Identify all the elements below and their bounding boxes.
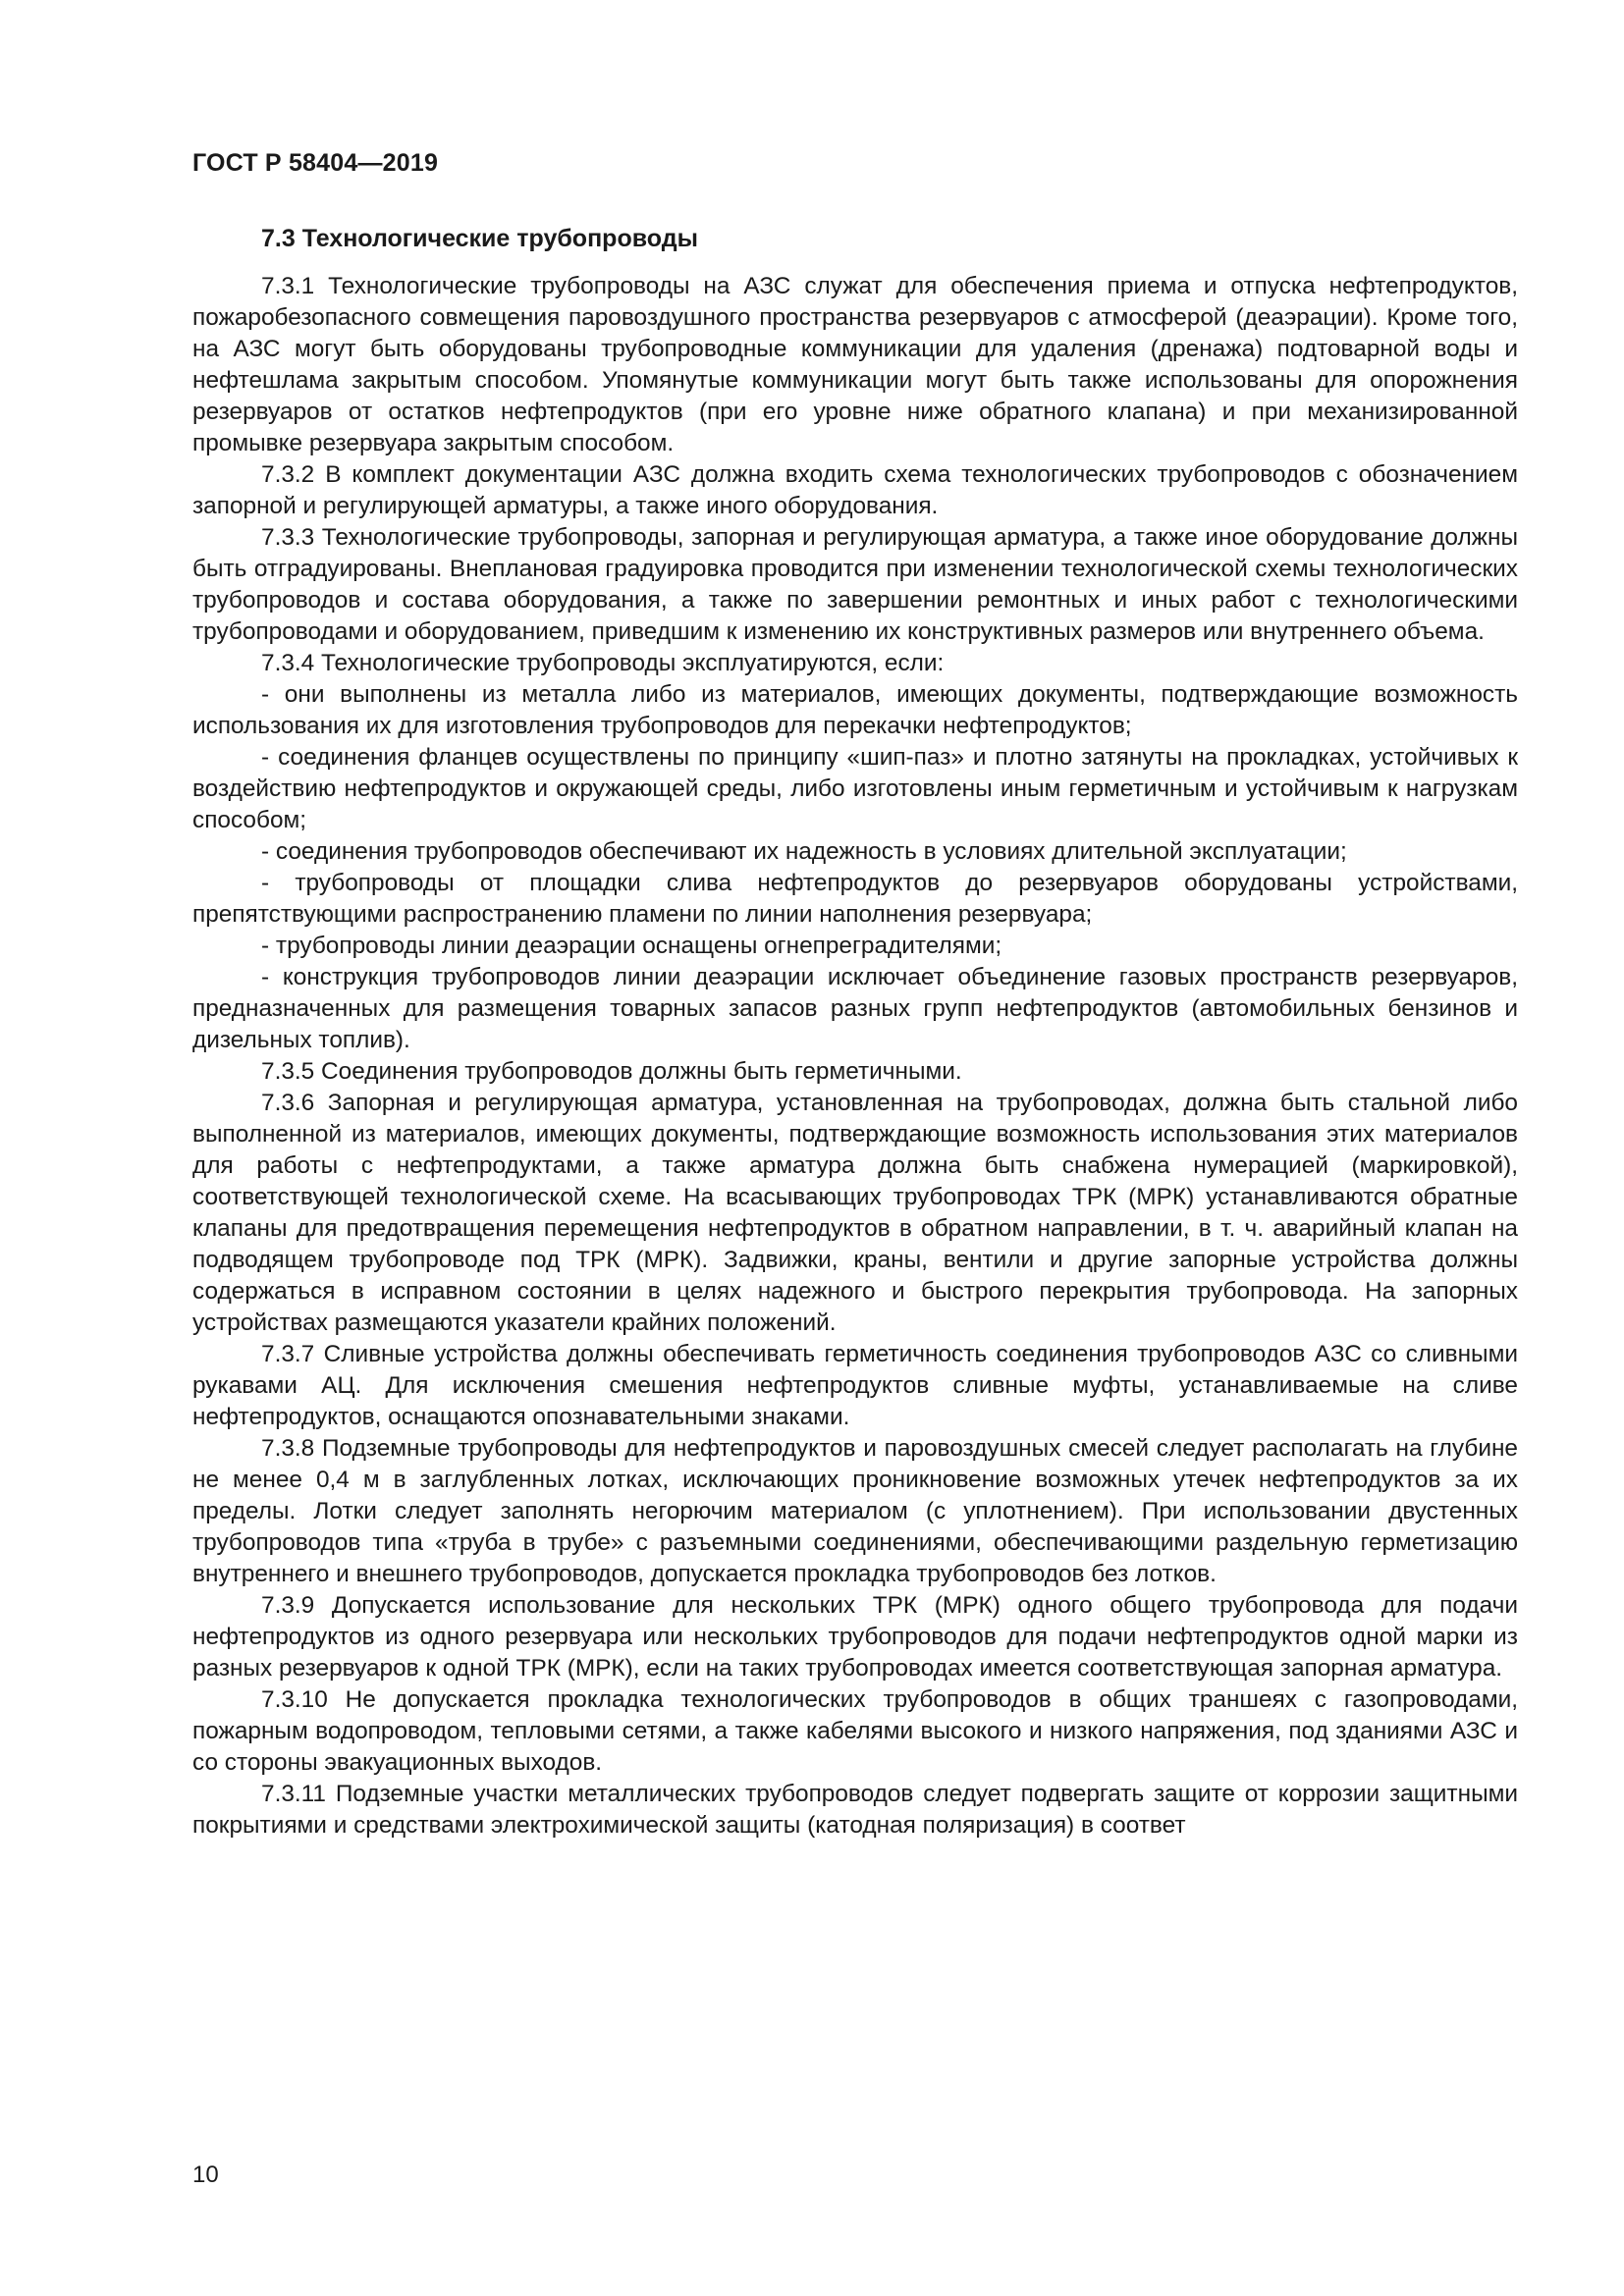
list-item: - они выполнены из металла либо из материалов, имеющих документы, подтверждающие возможность использования их для изготовления трубопроводов для перекачки нефтепродуктов; (192, 681, 1518, 739)
paragraph-7-3-3: 7.3.3 Технологические трубопроводы, запорная и регулирующая арматура, а также иное оборудование должны быть отградуированы. Внеплановая градуировка проводится при изменении технологической схемы технологических трубопроводов и состава оборудования, а также по завершении ремонтных и иных работ с технологическими трубопроводами и оборудованием, приведшим к изменению их конструктивных размеров или внутреннего объема. (192, 524, 1518, 645)
paragraph-7-3-2: 7.3.2 В комплект документации АЗС должна входить схема технологических трубопроводов с обозначением запорной и регулирующей арматуры, а также иного оборудования. (192, 461, 1518, 519)
list-item: - соединения фланцев осуществлены по принципу «шип-паз» и плотно затянуты на прокладках, устойчивых к воздействию нефтепродуктов и окружающей среды, либо изготовлены иным герметичным и устойчивым к нагрузкам способом; (192, 744, 1518, 833)
paragraph-7-3-6: 7.3.6 Запорная и регулирующая арматура, установленная на трубопроводах, должна быть стальной либо выполненной из материалов, имеющих документы, подтверждающие возможность использования этих материалов для работы с нефтепродуктами, а также арматура должна быть снабжена нумерацией (маркировкой), соответствующей технологической схеме. На всасывающих трубопроводах ТРК (МРК) устанавливаются обратные клапаны для предотвращения перемещения нефтепродуктов в обратном направлении, в т. ч. аварийный клапан на подводящем трубопроводе под ТРК (МРК). Задвижки, краны, вентили и другие запорные устройства должны содержаться в исправном состоянии в целях надежного и быстрого перекрытия трубопровода. На запорных устройствах размещаются указатели крайних положений. (192, 1090, 1518, 1336)
document-header: ГОСТ Р 58404—2019 (192, 149, 439, 177)
list-item: - конструкция трубопроводов линии деаэрации исключает объединение газовых пространств резервуаров, предназначенных для размещения товарных запасов разных групп нефтепродуктов (автомобильных бензинов и дизельных топлив). (192, 964, 1518, 1053)
list-item: - трубопроводы линии деаэрации оснащены огнепреградителями; (261, 933, 1002, 959)
list-item: - трубопроводы от площадки слива нефтепродуктов до резервуаров оборудованы устройствами, препятствующими распространению пламени по линии наполнения резервуара; (192, 870, 1518, 928)
paragraph-7-3-9: 7.3.9 Допускается использование для нескольких ТРК (МРК) одного общего трубопровода для подачи нефтепродуктов из одного резервуара или нескольких трубопроводов для подачи нефтепродуктов одной марки из разных резервуаров к одной ТРК (МРК), если на таких трубопроводах имеется соответствующая запорная арматура. (192, 1592, 1518, 1682)
section-title: 7.3 Технологические трубопроводы (261, 225, 698, 252)
paragraph-7-3-11: 7.3.11 Подземные участки металлических трубопроводов следует подвергать защите от коррозии защитными покрытиями и средствами электрохимической защиты (катодная поляризация) в соответ (192, 1781, 1518, 1839)
body-text (192, 271, 1518, 1842)
paragraph-7-3-10: 7.3.10 Не допускается прокладка технологических трубопроводов в общих траншеях с газопроводами, пожарным водопроводом, тепловыми сетями, а также кабелями высокого и низкого напряжения, под зданиями АЗС и со стороны эвакуационных выходов. (192, 1686, 1518, 1776)
list-item: - соединения трубопроводов обеспечивают их надежность в условиях длительной эксплуатации; (261, 838, 1347, 865)
paragraph-7-3-5: 7.3.5 Соединения трубопроводов должны быть герметичными. (261, 1058, 962, 1085)
paragraph-7-3-7: 7.3.7 Сливные устройства должны обеспечивать герметичность соединения трубопроводов АЗС со сливными рукавами АЦ. Для исключения смешения нефтепродуктов сливные муфты, устанавливаемые на сливе нефтепродуктов, оснащаются опознавательными знаками. (192, 1341, 1518, 1430)
page-number: 10 (192, 2162, 219, 2188)
document-page (192, 0, 1518, 2296)
paragraph-7-3-1: 7.3.1 Технологические трубопроводы на АЗС служат для обеспечения приема и отпуска нефтепродуктов, пожаробезопасного совмещения паровоздушного пространства резервуаров с атмосферой (деаэрации). Кроме того, на АЗС могут быть оборудованы трубопроводные коммуникации для удаления (дренажа) подтоварной воды и нефтешлама закрытым способом. Упомянутые коммуникации могут быть также использованы для опорожнения резервуаров от остатков нефтепродуктов (при его уровне ниже обратного клапана) и при механизированной промывке резервуара закрытым способом. (192, 273, 1518, 456)
paragraph-7-3-8: 7.3.8 Подземные трубопроводы для нефтепродуктов и паровоздушных смесей следует располагать на глубине не менее 0,4 м в заглубленных лотках, исключающих проникновение возможных утечек нефтепродуктов за их пределы. Лотки следует заполнять негорючим материалом (с уплотнением). При использовании двустенных трубопроводов типа «труба в трубе» с разъемными соединениями, обеспечивающими раздельную герметизацию внутреннего и внешнего трубопроводов, допускается прокладка трубопроводов без лотков. (192, 1435, 1518, 1587)
paragraph-7-3-4: 7.3.4 Технологические трубопроводы эксплуатируются, если: (261, 650, 945, 676)
